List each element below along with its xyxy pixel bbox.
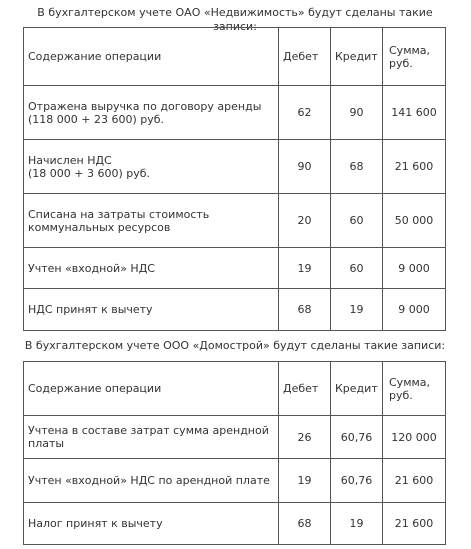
table-row bbox=[24, 86, 446, 140]
cell-operation-line: (18 000 + 3 600) руб. bbox=[28, 166, 151, 180]
table-row bbox=[24, 140, 446, 194]
cell-operation: НДС принят к вычету bbox=[24, 289, 279, 331]
cell-credit: 90 bbox=[331, 86, 383, 140]
table-header-row bbox=[24, 28, 446, 86]
cell-credit: 19 bbox=[331, 503, 383, 545]
cell-debit: 68 bbox=[279, 503, 331, 545]
table-row bbox=[24, 416, 446, 459]
table-row bbox=[24, 459, 446, 503]
cell-operation: Учтен «входной» НДС bbox=[24, 248, 279, 289]
cell-debit: 19 bbox=[279, 459, 331, 503]
cell-operation: Учтен «входной» НДС по арендной плате bbox=[24, 459, 279, 503]
cell-operation bbox=[24, 140, 279, 194]
table-row bbox=[24, 289, 446, 331]
header-credit: Кредит bbox=[331, 362, 383, 416]
cell-sum: 9 000 bbox=[383, 248, 446, 289]
table-row bbox=[24, 503, 446, 545]
cell-debit: 20 bbox=[279, 194, 331, 248]
header-debit: Дебет bbox=[279, 362, 331, 416]
cell-sum: 50 000 bbox=[383, 194, 446, 248]
cell-credit: 68 bbox=[331, 140, 383, 194]
cell-sum: 141 600 bbox=[383, 86, 446, 140]
cell-operation: Учтена в составе затрат сумма арендной платы bbox=[24, 416, 279, 459]
header-debit: Дебет bbox=[279, 28, 331, 86]
table-header-row bbox=[24, 362, 446, 416]
header-credit: Кредит bbox=[331, 28, 383, 86]
header-operation: Содержание операции bbox=[24, 362, 279, 416]
cell-operation: Списана на затраты стоимость коммунальных ресурсов bbox=[24, 194, 279, 248]
header-operation: Содержание операции bbox=[24, 28, 279, 86]
header-sum: Сумма, руб. bbox=[383, 362, 446, 416]
table-row bbox=[24, 194, 446, 248]
cell-sum: 21 600 bbox=[383, 140, 446, 194]
cell-sum: 21 600 bbox=[383, 503, 446, 545]
cell-credit: 60,76 bbox=[331, 459, 383, 503]
ledger-table-realty bbox=[23, 27, 446, 331]
cell-debit: 68 bbox=[279, 289, 331, 331]
cell-credit: 60 bbox=[331, 194, 383, 248]
cell-debit: 90 bbox=[279, 140, 331, 194]
cell-operation-line: Начислен НДС bbox=[28, 153, 112, 167]
cell-debit: 26 bbox=[279, 416, 331, 459]
cell-credit: 60,76 bbox=[331, 416, 383, 459]
ledger-table-domostroy bbox=[23, 361, 446, 545]
cell-debit: 62 bbox=[279, 86, 331, 140]
cell-credit: 19 bbox=[331, 289, 383, 331]
cell-operation: Отражена выручка по договору аренды (118 000 + 23 600) руб. bbox=[24, 86, 279, 140]
cell-operation: Налог принят к вычету bbox=[24, 503, 279, 545]
cell-debit: 19 bbox=[279, 248, 331, 289]
caption-realty: В бухгалтерском учете ОАО «Недвижимость» будут сделаны такие записи: bbox=[37, 6, 433, 33]
header-sum: Сумма, руб. bbox=[383, 28, 446, 86]
cell-sum: 21 600 bbox=[383, 459, 446, 503]
cell-credit: 60 bbox=[331, 248, 383, 289]
caption-domostroy: В бухгалтерском учете ООО «Домострой» будут сделаны такие записи: bbox=[24, 339, 446, 352]
table-row bbox=[24, 248, 446, 289]
cell-sum: 9 000 bbox=[383, 289, 446, 331]
cell-sum: 120 000 bbox=[383, 416, 446, 459]
